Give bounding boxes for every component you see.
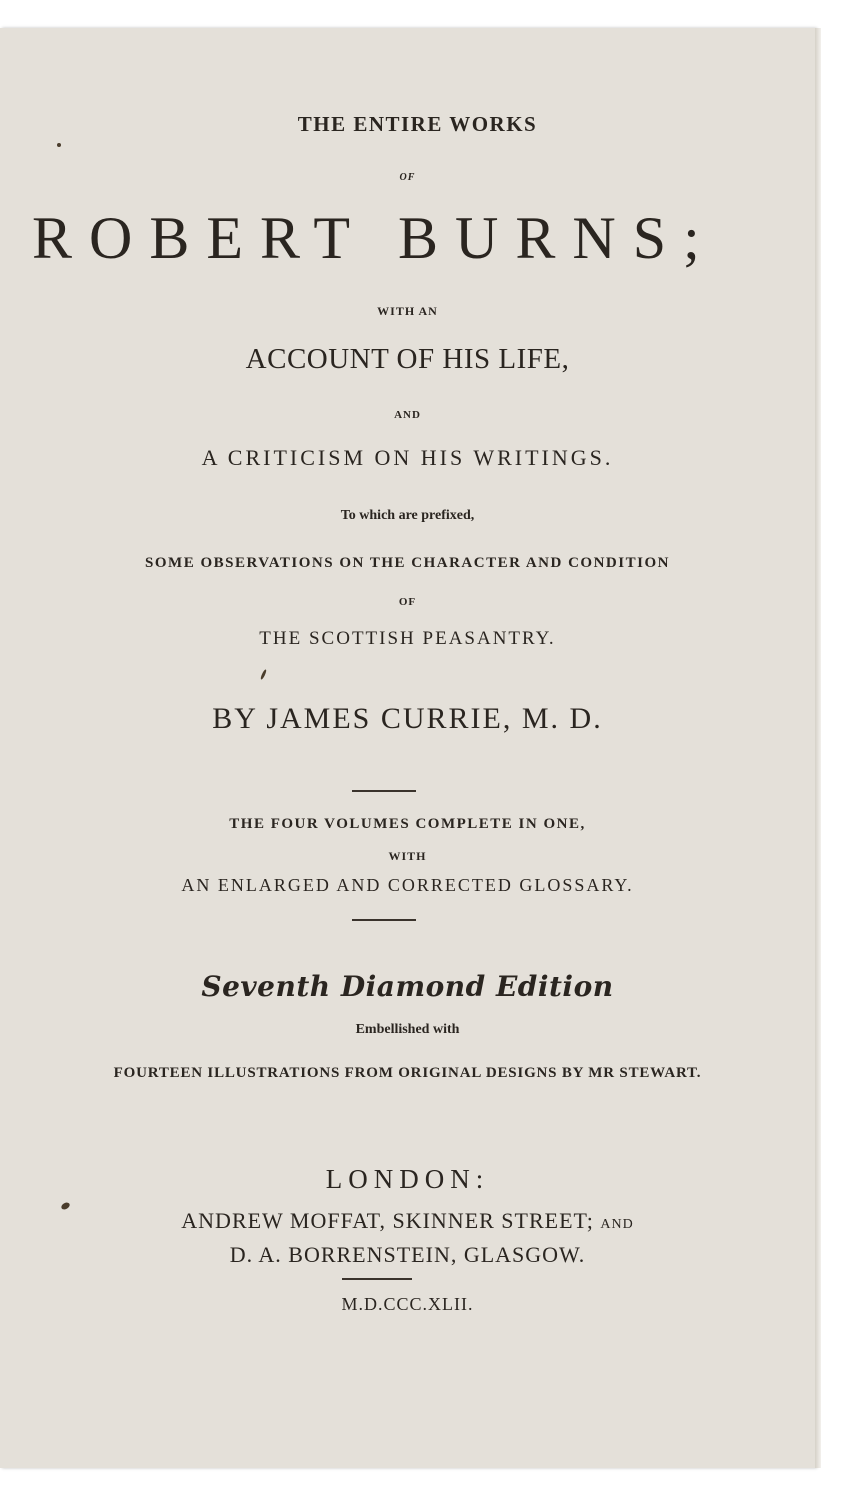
text-date: M.D.CCC.XLII. bbox=[341, 1294, 474, 1314]
heading-entire-works: THE ENTIRE WORKS bbox=[297, 112, 538, 136]
text-publisher-2: D. A. BORRENSTEIN, GLASGOW. bbox=[229, 1242, 586, 1267]
text-scottish-peasantry: THE SCOTTISH PEASANTRY. bbox=[259, 628, 556, 649]
text-prefixed: To which are prefixed, bbox=[340, 508, 475, 523]
speck bbox=[260, 669, 267, 680]
text-four-volumes: THE FOUR VOLUMES COMPLETE IN ONE, bbox=[229, 816, 586, 832]
text-with: WITH bbox=[388, 849, 427, 863]
rule-1 bbox=[352, 790, 416, 792]
heading-editor: BY JAMES CURRIE, M. D. bbox=[212, 702, 603, 735]
rule-2 bbox=[352, 919, 416, 921]
rule-3 bbox=[342, 1278, 412, 1280]
speck bbox=[57, 143, 61, 147]
heading-criticism: A CRITICISM ON HIS WRITINGS. bbox=[201, 445, 614, 470]
title-page bbox=[0, 28, 815, 1468]
heading-london: LONDON: bbox=[325, 1164, 490, 1194]
heading-author-name: ROBERT BURNS; bbox=[32, 205, 717, 271]
text-of: OF bbox=[399, 172, 416, 183]
heading-edition: Seventh Diamond Edition bbox=[201, 970, 614, 1003]
text-glossary: AN ENLARGED AND CORRECTED GLOSSARY. bbox=[181, 875, 634, 895]
text-illustrations: FOURTEEN ILLUSTRATIONS FROM ORIGINAL DESIGNS BY MR STEWART. bbox=[113, 1065, 702, 1081]
text-with-an: WITH AN bbox=[377, 304, 438, 318]
text-and-2: AND bbox=[600, 1217, 634, 1232]
text-publisher-1 bbox=[0, 1208, 815, 1234]
heading-account-of-life: ACCOUNT OF HIS LIFE, bbox=[245, 343, 570, 375]
text-and: AND bbox=[394, 409, 421, 421]
text-embellished: Embellished with bbox=[355, 1022, 460, 1037]
text-publisher-1-main: ANDREW MOFFAT, SKINNER STREET; bbox=[181, 1208, 594, 1233]
text-of-2: OF bbox=[398, 596, 417, 608]
text-observations: SOME OBSERVATIONS ON THE CHARACTER AND CONDITION bbox=[145, 555, 670, 571]
